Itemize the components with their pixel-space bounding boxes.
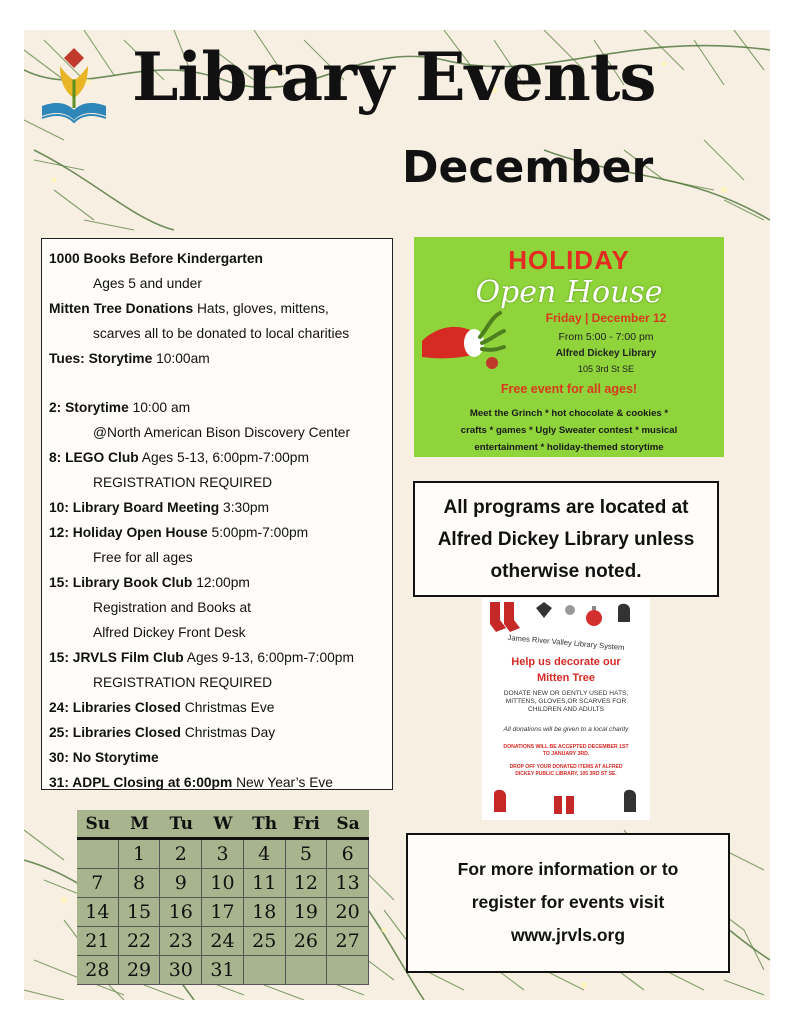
calendar-date-cell: 9 <box>160 869 202 898</box>
event-line <box>49 545 386 570</box>
grinch-hand-illustration <box>422 297 506 371</box>
calendar-header <box>77 810 369 840</box>
event-line <box>49 395 386 420</box>
event-detail: 5:00pm-7:00pm <box>207 525 309 540</box>
event-detail: Christmas Eve <box>180 700 275 715</box>
mitten-library-system: James River Valley Library System <box>507 632 625 653</box>
month-subtitle: December <box>402 142 654 193</box>
calendar-date-cell: 21 <box>77 927 119 956</box>
event-detail: 12:00pm <box>192 575 250 590</box>
event-line <box>49 271 386 296</box>
holiday-open-house-flyer <box>414 237 724 457</box>
flyer-library: Alfred Dickey Library <box>555 348 657 359</box>
flyer-time: From 5:00 - 7:00 pm <box>558 331 654 343</box>
event-heading: Mitten Tree Donations <box>49 301 194 316</box>
event-detail: Ages 9-13, 6:00pm-7:00pm <box>183 650 354 665</box>
note-line: Alfred Dickey Library unless <box>437 529 695 550</box>
mitten-given-text: All donations will be given to a local charity <box>503 726 629 733</box>
event-line <box>49 321 386 346</box>
event-line <box>49 246 386 271</box>
event-line <box>49 720 386 745</box>
info-line: For more information or to <box>457 859 679 879</box>
mitten-donate-text: DONATE NEW OR GENTLY USED HATS, MITTENS, GLOVES,OR SCARVES FOR CHILDREN AND ADULTS <box>503 690 629 713</box>
event-detail: Registration and Books at <box>93 600 251 615</box>
calendar-date-cell: 4 <box>244 840 286 869</box>
event-detail: 10:00am <box>152 351 210 366</box>
calendar-day-header: M <box>130 814 149 834</box>
calendar-date-cell: 10 <box>202 869 244 898</box>
mitten-tree-flyer <box>482 598 650 820</box>
calendar-date-cell: 24 <box>202 927 244 956</box>
calendar-date-cell: 16 <box>160 898 202 927</box>
event-line <box>49 670 386 695</box>
calendar-date-cell: 26 <box>286 927 328 956</box>
event-heading: 15: JRVLS Film Club <box>49 650 184 665</box>
event-line <box>49 595 386 620</box>
calendar-date-cell: 3 <box>202 840 244 869</box>
event-line <box>49 645 386 670</box>
event-detail: REGISTRATION REQUIRED <box>93 675 273 690</box>
page-title: Library Events <box>132 38 656 116</box>
note-line: All programs are located at <box>443 497 689 518</box>
calendar-date-cell: 6 <box>327 840 369 869</box>
calendar-day-header: Sa <box>336 814 360 834</box>
event-line <box>49 570 386 595</box>
event-line <box>49 470 386 495</box>
calendar-date-cell: 13 <box>327 869 369 898</box>
flyer-desc-line: Meet the Grinch * hot chocolate & cookies * <box>469 408 669 419</box>
calendar-date-cell: 2 <box>160 840 202 869</box>
calendar-date-cell: 7 <box>77 869 119 898</box>
event-detail: Ages 5-13, 6:00pm-7:00pm <box>138 450 309 465</box>
flyer-description <box>420 405 718 456</box>
more-info-note <box>406 833 730 973</box>
event-detail: Christmas Day <box>180 725 276 740</box>
event-heading: 8: LEGO Club <box>49 450 139 465</box>
calendar-date-cell: 12 <box>286 869 328 898</box>
calendar-date-cell: 22 <box>119 927 161 956</box>
event-line <box>49 770 386 795</box>
event-heading: Tues: Storytime <box>49 351 153 366</box>
calendar-day-header: Tu <box>169 814 193 834</box>
calendar-date-cell: 11 <box>244 869 286 898</box>
calendar-date-cell <box>244 956 286 985</box>
calendar-date-cell: 17 <box>202 898 244 927</box>
event-line <box>49 745 386 770</box>
event-heading: 1000 Books Before Kindergarten <box>49 251 263 266</box>
calendar-day-header: Su <box>85 814 111 834</box>
calendar-date-cell: 8 <box>119 869 161 898</box>
event-heading: 10: Library Board Meeting <box>49 500 220 515</box>
flyer-date: Friday | December 12 <box>545 311 667 325</box>
mitten-accepted-text: DONATIONS WILL BE ACCEPTED DECEMBER 1ST TO JANUARY 3RD. <box>503 744 629 757</box>
calendar-grid <box>77 840 369 984</box>
event-detail: @North American Bison Discovery Center <box>93 425 351 440</box>
flyer-heading: HOLIDAY <box>508 245 630 275</box>
calendar-date-cell: 31 <box>202 956 244 985</box>
event-detail: REGISTRATION REQUIRED <box>93 475 273 490</box>
calendar-date-cell <box>77 840 119 869</box>
event-heading: 15: Library Book Club <box>49 575 193 590</box>
calendar-date-cell <box>286 956 328 985</box>
mitten-tree-title: Mitten Tree <box>536 672 596 684</box>
event-line <box>49 371 386 395</box>
events-list <box>41 238 393 790</box>
mitten-help-text: Help us decorate our <box>511 656 621 668</box>
flyer-script-title: Open House <box>475 275 663 310</box>
mitten-dropoff-text: DROP OFF YOUR DONATED ITEMS AT ALFRED DICKEY PUBLIC LIBRARY, 105 3RD ST SE. <box>509 764 623 777</box>
info-line: register for events visit <box>471 892 665 912</box>
calendar-date-cell <box>327 956 369 985</box>
calendar-date-cell: 28 <box>77 956 119 985</box>
calendar-date-cell: 25 <box>244 927 286 956</box>
page <box>24 30 770 1000</box>
event-heading: 12: Holiday Open House <box>49 525 208 540</box>
library-logo <box>38 44 110 132</box>
calendar-date-cell: 30 <box>160 956 202 985</box>
event-heading: 25: Libraries Closed <box>49 725 181 740</box>
calendar-day-header: Th <box>252 814 278 834</box>
calendar-date-cell: 1 <box>119 840 161 869</box>
flyer-desc-line: entertainment * holiday-themed storytime <box>474 442 664 453</box>
event-line <box>49 420 386 445</box>
event-heading: 30: No Storytime <box>49 750 159 765</box>
event-heading: 2: Storytime <box>49 400 129 415</box>
calendar-date-cell: 14 <box>77 898 119 927</box>
event-line <box>49 520 386 545</box>
event-detail: Free for all ages <box>93 550 193 565</box>
event-heading: 31: ADPL Closing at 6:00pm <box>49 775 233 790</box>
event-detail: 3:30pm <box>219 500 270 515</box>
event-detail: scarves all to be donated to local charities <box>93 326 350 341</box>
december-calendar <box>77 810 369 984</box>
location-note <box>413 481 719 597</box>
calendar-date-cell: 29 <box>119 956 161 985</box>
note-line: otherwise noted. <box>490 561 642 582</box>
calendar-date-cell: 20 <box>327 898 369 927</box>
event-detail: Hats, gloves, mittens, <box>193 301 329 316</box>
event-line <box>49 495 386 520</box>
calendar-date-cell: 5 <box>286 840 328 869</box>
event-detail: Alfred Dickey Front Desk <box>93 625 246 640</box>
event-detail: Ages 5 and under <box>93 276 202 291</box>
calendar-date-cell: 18 <box>244 898 286 927</box>
calendar-day-header: W <box>213 814 233 834</box>
mitten-gift-illustration <box>482 786 650 820</box>
calendar-date-cell: 23 <box>160 927 202 956</box>
flyer-address: 105 3rd St SE <box>577 364 635 374</box>
event-line <box>49 445 386 470</box>
calendar-date-cell: 19 <box>286 898 328 927</box>
calendar-date-cell: 27 <box>327 927 369 956</box>
flyer-free-event: Free event for all ages! <box>500 382 638 396</box>
event-detail: New Year’s Eve <box>232 775 333 790</box>
event-line <box>49 346 386 371</box>
event-heading: 24: Libraries Closed <box>49 700 181 715</box>
info-website-link[interactable]: www.jrvls.org <box>510 925 626 945</box>
event-line <box>49 296 386 321</box>
flyer-desc-line: crafts * games * Ugly Sweater contest * musical <box>460 425 678 436</box>
event-line <box>49 620 386 645</box>
event-line <box>49 695 386 720</box>
calendar-date-cell: 15 <box>119 898 161 927</box>
event-detail: 10:00 am <box>128 400 191 415</box>
calendar-day-header: Fri <box>292 814 320 834</box>
